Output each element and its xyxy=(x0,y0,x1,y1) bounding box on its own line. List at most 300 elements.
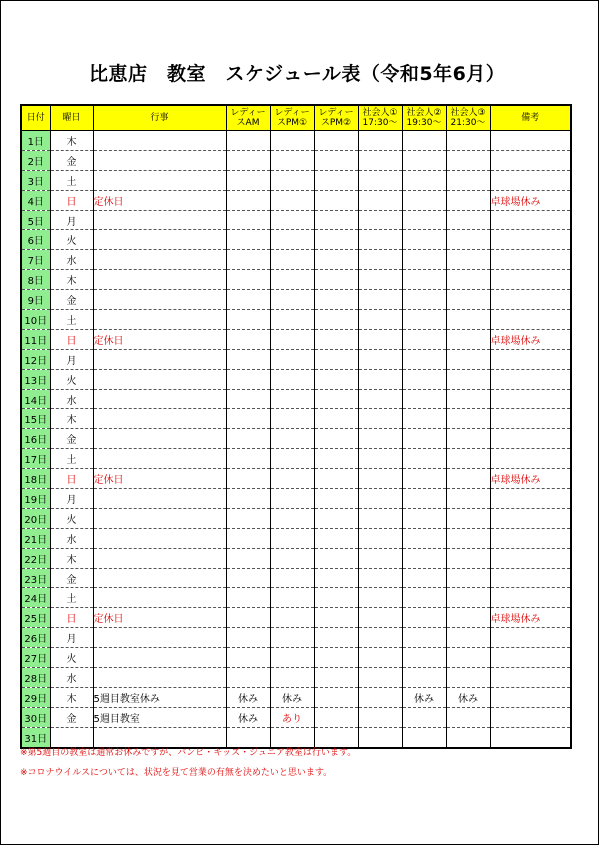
row-adult-2 xyxy=(402,707,446,727)
row-adult-2 xyxy=(402,270,446,290)
row-adult-2 xyxy=(402,329,446,349)
header-day: 日付 xyxy=(21,105,50,131)
row-adult-1 xyxy=(358,250,402,270)
table-row xyxy=(21,310,571,330)
header-weekday: 曜日 xyxy=(50,105,93,131)
row-weekday: 金 xyxy=(50,150,93,170)
row-event xyxy=(93,568,226,588)
row-adult-1 xyxy=(358,568,402,588)
row-day: 26日 xyxy=(21,628,50,648)
row-adult-2 xyxy=(402,210,446,230)
table-row xyxy=(21,628,571,648)
row-day: 20日 xyxy=(21,508,50,528)
row-lady-pm2 xyxy=(314,508,358,528)
row-event xyxy=(93,409,226,429)
row-adult-3 xyxy=(446,489,490,509)
row-event xyxy=(93,250,226,270)
row-weekday: 土 xyxy=(50,588,93,608)
row-weekday: 水 xyxy=(50,528,93,548)
row-lady-am xyxy=(226,349,270,369)
row-remarks xyxy=(490,170,571,190)
row-adult-1 xyxy=(358,707,402,727)
row-weekday: 月 xyxy=(50,489,93,509)
row-adult-2 xyxy=(402,389,446,409)
row-weekday: 木 xyxy=(50,687,93,707)
row-lady-am xyxy=(226,588,270,608)
row-adult-1 xyxy=(358,369,402,389)
row-weekday: 月 xyxy=(50,628,93,648)
row-adult-2 xyxy=(402,409,446,429)
header-lady-pm2: レディー スPM② xyxy=(314,105,358,131)
row-adult-2 xyxy=(402,548,446,568)
row-lady-am xyxy=(226,389,270,409)
row-lady-pm2 xyxy=(314,568,358,588)
row-lady-pm1 xyxy=(270,131,314,151)
row-adult-1 xyxy=(358,548,402,568)
row-day: 22日 xyxy=(21,548,50,568)
row-day: 13日 xyxy=(21,369,50,389)
row-remarks xyxy=(490,588,571,608)
row-adult-1 xyxy=(358,190,402,210)
row-adult-1 xyxy=(358,668,402,688)
row-adult-1 xyxy=(358,230,402,250)
row-lady-pm1 xyxy=(270,469,314,489)
row-lady-pm2 xyxy=(314,469,358,489)
row-day: 1日 xyxy=(21,131,50,151)
row-adult-2 xyxy=(402,727,446,747)
row-weekday: 水 xyxy=(50,668,93,688)
row-adult-1 xyxy=(358,329,402,349)
table-row xyxy=(21,131,571,151)
row-lady-pm2 xyxy=(314,170,358,190)
row-adult-1 xyxy=(358,389,402,409)
row-event xyxy=(93,150,226,170)
row-lady-am xyxy=(226,250,270,270)
row-adult-2 xyxy=(402,250,446,270)
row-lady-pm1 xyxy=(270,508,314,528)
row-lady-pm2 xyxy=(314,528,358,548)
row-lady-am xyxy=(226,131,270,151)
row-adult-1 xyxy=(358,131,402,151)
row-lady-pm1 xyxy=(270,270,314,290)
row-remarks xyxy=(490,290,571,310)
row-remarks xyxy=(490,707,571,727)
table-row xyxy=(21,190,571,210)
row-adult-3 xyxy=(446,329,490,349)
row-lady-am xyxy=(226,409,270,429)
row-adult-2 xyxy=(402,429,446,449)
row-event xyxy=(93,548,226,568)
row-event xyxy=(93,508,226,528)
row-lady-pm2 xyxy=(314,349,358,369)
row-remarks xyxy=(490,310,571,330)
header-lady-am: レディー スAM xyxy=(226,105,270,131)
row-weekday: 火 xyxy=(50,648,93,668)
row-remarks xyxy=(490,369,571,389)
row-adult-3 xyxy=(446,190,490,210)
row-day: 14日 xyxy=(21,389,50,409)
row-remarks xyxy=(490,687,571,707)
row-lady-am xyxy=(226,429,270,449)
table-row xyxy=(21,469,571,489)
row-remarks xyxy=(490,349,571,369)
row-adult-2 xyxy=(402,230,446,250)
row-adult-3 xyxy=(446,449,490,469)
row-lady-pm1 xyxy=(270,310,314,330)
row-day: 4日 xyxy=(21,190,50,210)
row-adult-2 xyxy=(402,131,446,151)
row-event xyxy=(93,449,226,469)
footnotes xyxy=(20,743,356,783)
table-row xyxy=(21,648,571,668)
row-weekday: 月 xyxy=(50,210,93,230)
row-remarks xyxy=(490,489,571,509)
row-lady-pm2 xyxy=(314,210,358,230)
row-lady-pm1 xyxy=(270,449,314,469)
row-remarks xyxy=(490,230,571,250)
row-lady-am xyxy=(226,310,270,330)
row-event xyxy=(93,429,226,449)
schedule-table xyxy=(20,104,572,749)
row-lady-am xyxy=(226,150,270,170)
table-row xyxy=(21,608,571,628)
row-day: 10日 xyxy=(21,310,50,330)
row-remarks xyxy=(490,389,571,409)
row-adult-3 xyxy=(446,648,490,668)
row-adult-1 xyxy=(358,310,402,330)
row-lady-pm1 xyxy=(270,608,314,628)
row-lady-am xyxy=(226,210,270,230)
row-event xyxy=(93,389,226,409)
row-event xyxy=(93,349,226,369)
row-adult-3 xyxy=(446,349,490,369)
row-adult-2 xyxy=(402,668,446,688)
table-row xyxy=(21,170,571,190)
row-day: 27日 xyxy=(21,648,50,668)
row-lady-pm1 xyxy=(270,568,314,588)
row-lady-pm1 xyxy=(270,489,314,509)
table-row xyxy=(21,210,571,230)
row-adult-2 xyxy=(402,568,446,588)
table-row xyxy=(21,707,571,727)
row-adult-1 xyxy=(358,489,402,509)
row-day: 11日 xyxy=(21,329,50,349)
row-remarks xyxy=(490,568,571,588)
table-row xyxy=(21,449,571,469)
row-lady-pm1 xyxy=(270,150,314,170)
header-adult-3: 社会人③ 21:30～ xyxy=(446,105,490,131)
row-lady-pm2 xyxy=(314,449,358,469)
row-lady-pm2 xyxy=(314,329,358,349)
row-adult-3 xyxy=(446,668,490,688)
row-lady-pm1: あり xyxy=(270,707,314,727)
row-lady-am xyxy=(226,668,270,688)
row-event xyxy=(93,628,226,648)
footnote-1: ※第5週目の教室は通常お休みですが、バンビ・キッズ・ジュニア教室は行います。 xyxy=(20,748,357,758)
row-remarks xyxy=(490,131,571,151)
row-weekday: 金 xyxy=(50,568,93,588)
row-weekday: 日 xyxy=(50,329,93,349)
row-weekday: 木 xyxy=(50,409,93,429)
row-lady-pm1 xyxy=(270,290,314,310)
row-adult-3 xyxy=(446,210,490,230)
table-row xyxy=(21,409,571,429)
row-event xyxy=(93,270,226,290)
row-remarks: 卓球場休み xyxy=(490,329,571,349)
row-adult-3 xyxy=(446,608,490,628)
row-lady-am xyxy=(226,648,270,668)
row-event: 定休日 xyxy=(93,190,226,210)
row-lady-am: 休み xyxy=(226,687,270,707)
row-adult-3 xyxy=(446,230,490,250)
row-lady-pm2 xyxy=(314,707,358,727)
table-row xyxy=(21,230,571,250)
row-adult-3 xyxy=(446,369,490,389)
row-event xyxy=(93,369,226,389)
row-weekday: 金 xyxy=(50,429,93,449)
row-adult-1 xyxy=(358,170,402,190)
row-lady-am xyxy=(226,528,270,548)
table-row xyxy=(21,548,571,568)
table-row xyxy=(21,508,571,528)
row-adult-3 xyxy=(446,270,490,290)
row-adult-1 xyxy=(358,349,402,369)
row-remarks xyxy=(490,250,571,270)
row-lady-pm2 xyxy=(314,608,358,628)
row-lady-pm2 xyxy=(314,429,358,449)
row-lady-pm1 xyxy=(270,210,314,230)
row-event xyxy=(93,290,226,310)
row-lady-pm2 xyxy=(314,131,358,151)
row-adult-1 xyxy=(358,588,402,608)
row-lady-pm2 xyxy=(314,668,358,688)
row-day: 5日 xyxy=(21,210,50,230)
row-weekday: 日 xyxy=(50,608,93,628)
row-adult-3 xyxy=(446,290,490,310)
row-lady-pm2 xyxy=(314,588,358,608)
row-lady-am xyxy=(226,290,270,310)
row-day: 3日 xyxy=(21,170,50,190)
row-adult-3 xyxy=(446,707,490,727)
row-remarks xyxy=(490,648,571,668)
table-row xyxy=(21,250,571,270)
row-adult-1 xyxy=(358,648,402,668)
row-adult-2 xyxy=(402,508,446,528)
row-adult-2 xyxy=(402,628,446,648)
header-lady-pm1: レディー スPM① xyxy=(270,105,314,131)
row-lady-am xyxy=(226,628,270,648)
row-adult-1 xyxy=(358,727,402,747)
row-remarks xyxy=(490,449,571,469)
row-adult-3 xyxy=(446,469,490,489)
header-row xyxy=(21,105,571,131)
row-adult-2 xyxy=(402,290,446,310)
row-remarks: 卓球場休み xyxy=(490,190,571,210)
row-remarks xyxy=(490,429,571,449)
row-lady-pm1 xyxy=(270,628,314,648)
row-adult-1 xyxy=(358,628,402,648)
table-row xyxy=(21,150,571,170)
row-day: 12日 xyxy=(21,349,50,369)
row-remarks xyxy=(490,270,571,290)
row-weekday: 火 xyxy=(50,369,93,389)
table-row xyxy=(21,668,571,688)
row-adult-1 xyxy=(358,608,402,628)
row-lady-pm1 xyxy=(270,170,314,190)
row-event: 定休日 xyxy=(93,469,226,489)
row-adult-3 xyxy=(446,389,490,409)
row-adult-1 xyxy=(358,270,402,290)
row-lady-am xyxy=(226,608,270,628)
row-day: 24日 xyxy=(21,588,50,608)
row-weekday: 金 xyxy=(50,290,93,310)
row-weekday: 月 xyxy=(50,349,93,369)
row-adult-2 xyxy=(402,170,446,190)
row-adult-2 xyxy=(402,588,446,608)
row-lady-am xyxy=(226,568,270,588)
row-weekday: 金 xyxy=(50,707,93,727)
row-adult-1 xyxy=(358,528,402,548)
row-remarks xyxy=(490,548,571,568)
row-adult-2 xyxy=(402,150,446,170)
row-lady-am xyxy=(226,230,270,250)
row-event xyxy=(93,648,226,668)
row-day: 19日 xyxy=(21,489,50,509)
row-day: 21日 xyxy=(21,528,50,548)
row-lady-pm1 xyxy=(270,190,314,210)
row-adult-3 xyxy=(446,310,490,330)
table-row xyxy=(21,429,571,449)
row-adult-3 xyxy=(446,250,490,270)
row-event xyxy=(93,668,226,688)
row-lady-am xyxy=(226,190,270,210)
row-adult-2 xyxy=(402,349,446,369)
row-day: 31日 xyxy=(21,727,50,747)
row-remarks xyxy=(490,409,571,429)
table-row xyxy=(21,568,571,588)
row-adult-3 xyxy=(446,508,490,528)
row-lady-pm1 xyxy=(270,588,314,608)
table-row xyxy=(21,588,571,608)
row-day: 9日 xyxy=(21,290,50,310)
row-day: 29日 xyxy=(21,687,50,707)
row-adult-3 xyxy=(446,170,490,190)
row-event xyxy=(93,131,226,151)
row-lady-am: 休み xyxy=(226,707,270,727)
header-remarks: 備考 xyxy=(490,105,571,131)
row-adult-2 xyxy=(402,310,446,330)
row-event: 定休日 xyxy=(93,329,226,349)
row-event xyxy=(93,528,226,548)
row-lady-pm2 xyxy=(314,150,358,170)
row-lady-pm1 xyxy=(270,329,314,349)
header-adult-2: 社会人② 19:30～ xyxy=(402,105,446,131)
row-adult-3 xyxy=(446,429,490,449)
row-adult-2 xyxy=(402,608,446,628)
row-lady-pm1 xyxy=(270,429,314,449)
row-adult-2 xyxy=(402,449,446,469)
row-adult-1 xyxy=(358,290,402,310)
row-adult-3 xyxy=(446,588,490,608)
row-adult-1 xyxy=(358,687,402,707)
row-adult-3 xyxy=(446,548,490,568)
row-remarks xyxy=(490,150,571,170)
table-row xyxy=(21,687,571,707)
row-lady-pm2 xyxy=(314,230,358,250)
row-lady-am xyxy=(226,548,270,568)
row-day: 16日 xyxy=(21,429,50,449)
row-event xyxy=(93,310,226,330)
row-remarks: 卓球場休み xyxy=(490,608,571,628)
row-adult-1 xyxy=(358,409,402,429)
row-event xyxy=(93,588,226,608)
row-lady-pm1 xyxy=(270,528,314,548)
row-lady-pm1 xyxy=(270,250,314,270)
row-event xyxy=(93,210,226,230)
row-remarks: 卓球場休み xyxy=(490,469,571,489)
row-lady-pm2 xyxy=(314,628,358,648)
row-adult-1 xyxy=(358,150,402,170)
row-weekday: 水 xyxy=(50,389,93,409)
row-lady-pm1 xyxy=(270,349,314,369)
row-lady-am xyxy=(226,170,270,190)
page-title: 比恵店 教室 スケジュール表（令和5年6月） xyxy=(89,63,506,85)
row-remarks xyxy=(490,528,571,548)
row-day: 8日 xyxy=(21,270,50,290)
row-lady-pm2 xyxy=(314,389,358,409)
row-day: 15日 xyxy=(21,409,50,429)
row-lady-pm2 xyxy=(314,648,358,668)
row-event xyxy=(93,230,226,250)
table-row xyxy=(21,290,571,310)
row-day: 6日 xyxy=(21,230,50,250)
row-weekday: 土 xyxy=(50,449,93,469)
row-weekday: 木 xyxy=(50,270,93,290)
row-weekday: 土 xyxy=(50,310,93,330)
row-lady-pm1 xyxy=(270,648,314,668)
row-remarks xyxy=(490,668,571,688)
row-remarks xyxy=(490,727,571,747)
row-lady-pm2 xyxy=(314,290,358,310)
row-day: 18日 xyxy=(21,469,50,489)
header-event: 行事 xyxy=(93,105,226,131)
footnote-2: ※コロナウイルスについては、状況を見て営業の有無を決めたいと思います。 xyxy=(20,768,333,778)
row-day: 2日 xyxy=(21,150,50,170)
row-adult-3 xyxy=(446,568,490,588)
row-adult-3 xyxy=(446,409,490,429)
row-weekday: 水 xyxy=(50,250,93,270)
row-weekday: 土 xyxy=(50,170,93,190)
row-lady-pm1 xyxy=(270,230,314,250)
row-lady-pm2 xyxy=(314,489,358,509)
table-row xyxy=(21,489,571,509)
table-row xyxy=(21,369,571,389)
header-adult-1: 社会人① 17:30～ xyxy=(358,105,402,131)
row-lady-pm1 xyxy=(270,668,314,688)
row-adult-2: 休み xyxy=(402,687,446,707)
row-weekday: 木 xyxy=(50,548,93,568)
row-lady-pm2 xyxy=(314,548,358,568)
row-adult-3: 休み xyxy=(446,687,490,707)
row-event: 定休日 xyxy=(93,608,226,628)
row-event: 5週目教室休み xyxy=(93,687,226,707)
row-adult-1 xyxy=(358,429,402,449)
table-row xyxy=(21,389,571,409)
row-adult-3 xyxy=(446,628,490,648)
row-lady-pm2 xyxy=(314,250,358,270)
row-adult-1 xyxy=(358,449,402,469)
row-adult-3 xyxy=(446,727,490,747)
